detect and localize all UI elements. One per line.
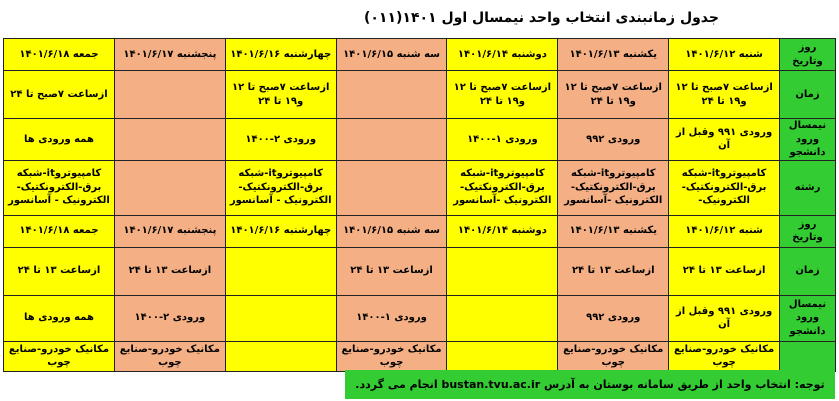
row-label: زمان: [780, 247, 836, 295]
cell-time: ازساعت ۱۳ تا ۲۴: [114, 247, 225, 295]
cell-entry: همه ورودی ها: [4, 119, 115, 161]
cell-entry: ورودی ۲-۱۴۰۰: [114, 295, 225, 341]
cell-date: دوشنبه ۱۴۰۱/۶/۱۴: [447, 215, 558, 247]
cell-date: سه شنبه ۱۴۰۱/۶/۱۵: [336, 39, 447, 71]
cell-date: شنبه ۱۴۰۱/۶/۱۲: [669, 39, 780, 71]
top-row-field: [4, 160, 836, 215]
cell-time: ازساعت ۷صبح تا ۱۲ و۱۹ تا ۲۴: [669, 71, 780, 119]
cell-entry: [447, 295, 558, 341]
cell-field: [225, 341, 336, 371]
cell-date: چهارشنبه ۱۴۰۱/۶/۱۶: [225, 39, 336, 71]
cell-date: پنجشنبه ۱۴۰۱/۶/۱۷: [114, 215, 225, 247]
cell-field: کامپیوتروit-شبکه برق-الکترونکتیک-الکترونیک-: [669, 160, 780, 215]
top-row-date: [4, 39, 836, 71]
page-title: جدول زمانبندی انتخاب واحد نیمسال اول ۱۴۰۱(۰۱۱): [363, 10, 719, 26]
cell-field: کامپیوتروit-شبکه برق-الکترونکتیک-الکترونیک - آسانسور: [225, 160, 336, 215]
cell-time: ازساعت ۱۳ تا ۲۴: [4, 247, 115, 295]
cell-date: جمعه ۱۴۰۱/۶/۱۸: [4, 215, 115, 247]
cell-time: ازساعت ۷صبح تا ۲۴: [4, 71, 115, 119]
bottom-row-entry: [4, 295, 836, 341]
cell-entry: [336, 119, 447, 161]
cell-field: [447, 341, 558, 371]
cell-time: [114, 71, 225, 119]
cell-entry: ورودی ۹۹۱ وقبل از آن: [669, 295, 780, 341]
cell-field: کامپیوتروit-شبکه برق-الکترونکتیک-الکترونیک -آسانسور: [447, 160, 558, 215]
cell-entry: همه ورودی ها: [4, 295, 115, 341]
cell-field: [114, 160, 225, 215]
cell-entry: ورودی ۹۹۲: [558, 295, 669, 341]
cell-time: ازساعت ۱۳ تا ۲۴: [669, 247, 780, 295]
row-label: [780, 341, 836, 371]
cell-field: [336, 160, 447, 215]
top-row-entry: [4, 119, 836, 161]
row-label: زمان: [780, 71, 836, 119]
cell-field: کامپیوتروit-شبکه برق-الکترونکتیک-الکترونیک -آسانسور: [558, 160, 669, 215]
cell-date: پنجشنبه ۱۴۰۱/۶/۱۷: [114, 39, 225, 71]
cell-entry: [114, 119, 225, 161]
cell-time: [336, 71, 447, 119]
cell-time: ازساعت ۷صبح تا ۱۲ و۱۹ تا ۲۴: [447, 71, 558, 119]
cell-date: شنبه ۱۴۰۱/۶/۱۲: [669, 215, 780, 247]
cell-entry: ورودی ۱-۱۴۰۰: [336, 295, 447, 341]
bottom-row-field: [4, 341, 836, 371]
row-label: روز وتاریخ: [780, 215, 836, 247]
cell-field: مکانیک خودرو-صنایع چوب: [336, 341, 447, 371]
cell-field: مکانیک خودرو-صنایع چوب: [114, 341, 225, 371]
cell-date: جمعه ۱۴۰۱/۶/۱۸: [4, 39, 115, 71]
cell-time: [225, 247, 336, 295]
cell-time: ازساعت ۷صبح تا ۱۲ و۱۹ تا ۲۴: [558, 71, 669, 119]
cell-entry: ورودی ۱-۱۴۰۰: [447, 119, 558, 161]
cell-entry: [225, 295, 336, 341]
top-row-time: [4, 71, 836, 119]
cell-field: کامپیوتروit-شبکه برق-الکترونکتیک-الکترونیک - آسانسور: [4, 160, 115, 215]
schedule-table: [3, 38, 836, 372]
cell-time: [447, 247, 558, 295]
cell-date: سه شنبه ۱۴۰۱/۶/۱۵: [336, 215, 447, 247]
cell-date: چهارشنبه ۱۴۰۱/۶/۱۶: [225, 215, 336, 247]
cell-date: یکشنبه ۱۴۰۱/۶/۱۳: [558, 39, 669, 71]
cell-time: ازساعت ۱۳ تا ۲۴: [558, 247, 669, 295]
cell-time: ازساعت ۱۳ تا ۲۴: [336, 247, 447, 295]
cell-date: دوشنبه ۱۴۰۱/۶/۱۴: [447, 39, 558, 71]
cell-date: یکشنبه ۱۴۰۱/۶/۱۳: [558, 215, 669, 247]
cell-time: ازساعت ۷صبح تا ۱۲ و۱۹ تا ۲۴: [225, 71, 336, 119]
cell-field: مکانیک خودرو-صنایع چوب: [4, 341, 115, 371]
cell-entry: ورودی ۹۹۲: [558, 119, 669, 161]
row-label: نیمسال ورود دانشجو: [780, 119, 836, 161]
row-label: نیمسال ورود دانشجو: [780, 295, 836, 341]
cell-entry: ورودی ۲-۱۴۰۰: [225, 119, 336, 161]
cell-field: مکانیک خودرو-صنایع چوب: [558, 341, 669, 371]
schedule-body: [4, 39, 836, 372]
bottom-row-time: [4, 247, 836, 295]
cell-entry: ورودی ۹۹۱ وقبل از آن: [669, 119, 780, 161]
row-label: رشته: [780, 160, 836, 215]
bottom-row-date: [4, 215, 836, 247]
row-label: روز وتاریخ: [780, 39, 836, 71]
note-banner: توجه: انتخاب واحد از طریق سامانه بوستان به آدرس bustan.tvu.ac.ir انجام می گردد.: [345, 370, 835, 399]
cell-field: مکانیک خودرو-صنایع چوب: [669, 341, 780, 371]
